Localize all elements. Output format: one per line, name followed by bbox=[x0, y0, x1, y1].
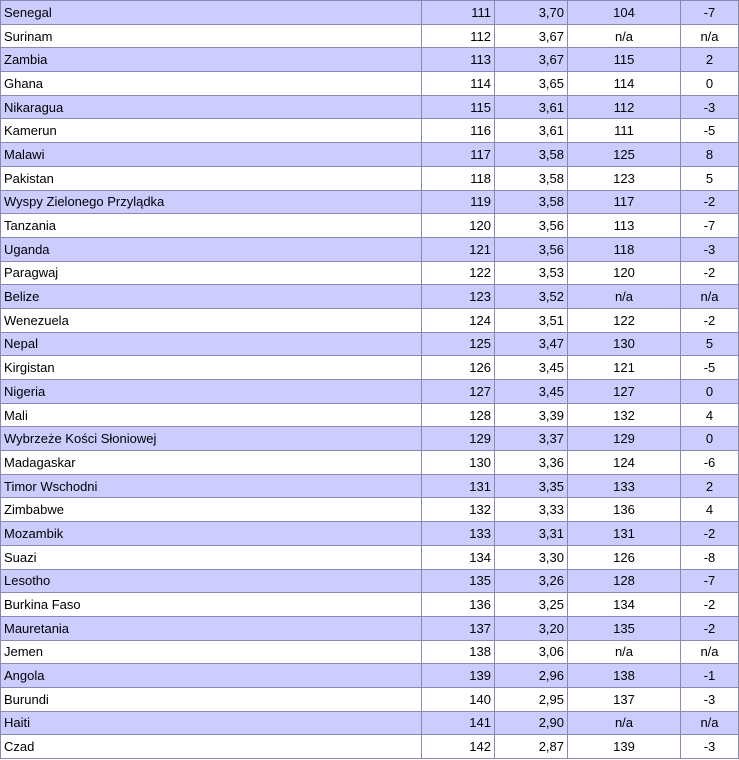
score-cell: 3,56 bbox=[495, 214, 568, 238]
previous-rank-cell: 104 bbox=[568, 1, 681, 25]
score-cell: 3,53 bbox=[495, 261, 568, 285]
previous-rank-cell: 113 bbox=[568, 214, 681, 238]
table-row bbox=[1, 451, 739, 475]
rank-change-cell: n/a bbox=[681, 24, 739, 48]
table-row bbox=[1, 143, 739, 167]
table-row bbox=[1, 308, 739, 332]
country-cell: Mauretania bbox=[1, 616, 422, 640]
score-cell: 3,35 bbox=[495, 474, 568, 498]
country-cell: Nepal bbox=[1, 332, 422, 356]
previous-rank-cell: 127 bbox=[568, 380, 681, 404]
previous-rank-cell: 122 bbox=[568, 308, 681, 332]
country-cell: Nigeria bbox=[1, 380, 422, 404]
previous-rank-cell: 136 bbox=[568, 498, 681, 522]
rank-cell: 111 bbox=[422, 1, 495, 25]
rank-cell: 131 bbox=[422, 474, 495, 498]
country-cell: Kirgistan bbox=[1, 356, 422, 380]
score-cell: 3,61 bbox=[495, 119, 568, 143]
rank-change-cell: 5 bbox=[681, 166, 739, 190]
rank-change-cell: -2 bbox=[681, 593, 739, 617]
previous-rank-cell: 137 bbox=[568, 687, 681, 711]
previous-rank-cell: n/a bbox=[568, 640, 681, 664]
score-cell: 3,67 bbox=[495, 48, 568, 72]
rank-cell: 114 bbox=[422, 72, 495, 96]
previous-rank-cell: 123 bbox=[568, 166, 681, 190]
table-row bbox=[1, 474, 739, 498]
previous-rank-cell: 134 bbox=[568, 593, 681, 617]
previous-rank-cell: 139 bbox=[568, 735, 681, 759]
previous-rank-cell: 130 bbox=[568, 332, 681, 356]
table-row bbox=[1, 640, 739, 664]
country-cell: Burundi bbox=[1, 687, 422, 711]
rank-cell: 124 bbox=[422, 308, 495, 332]
country-cell: Madagaskar bbox=[1, 451, 422, 475]
rank-cell: 137 bbox=[422, 616, 495, 640]
score-cell: 3,36 bbox=[495, 451, 568, 475]
score-cell: 3,45 bbox=[495, 356, 568, 380]
country-cell: Uganda bbox=[1, 237, 422, 261]
previous-rank-cell: 111 bbox=[568, 119, 681, 143]
rank-change-cell: -8 bbox=[681, 545, 739, 569]
table-row bbox=[1, 498, 739, 522]
score-cell: 3,26 bbox=[495, 569, 568, 593]
previous-rank-cell: 117 bbox=[568, 190, 681, 214]
country-cell: Czad bbox=[1, 735, 422, 759]
score-cell: 3,67 bbox=[495, 24, 568, 48]
table-row bbox=[1, 687, 739, 711]
previous-rank-cell: 112 bbox=[568, 95, 681, 119]
score-cell: 3,30 bbox=[495, 545, 568, 569]
rank-cell: 127 bbox=[422, 380, 495, 404]
country-cell: Malawi bbox=[1, 143, 422, 167]
country-cell: Belize bbox=[1, 285, 422, 309]
rank-change-cell: -5 bbox=[681, 119, 739, 143]
country-cell: Zambia bbox=[1, 48, 422, 72]
score-cell: 3,51 bbox=[495, 308, 568, 332]
rank-cell: 142 bbox=[422, 735, 495, 759]
previous-rank-cell: n/a bbox=[568, 711, 681, 735]
previous-rank-cell: 114 bbox=[568, 72, 681, 96]
table-row bbox=[1, 214, 739, 238]
score-cell: 3,61 bbox=[495, 95, 568, 119]
rank-change-cell: -7 bbox=[681, 1, 739, 25]
score-cell: 3,06 bbox=[495, 640, 568, 664]
rank-cell: 115 bbox=[422, 95, 495, 119]
table-row bbox=[1, 261, 739, 285]
score-cell: 3,56 bbox=[495, 237, 568, 261]
score-cell: 3,47 bbox=[495, 332, 568, 356]
country-cell: Pakistan bbox=[1, 166, 422, 190]
previous-rank-cell: 125 bbox=[568, 143, 681, 167]
rank-cell: 129 bbox=[422, 427, 495, 451]
rank-cell: 139 bbox=[422, 664, 495, 688]
rank-cell: 121 bbox=[422, 237, 495, 261]
table-row bbox=[1, 616, 739, 640]
score-cell: 3,52 bbox=[495, 285, 568, 309]
rank-cell: 113 bbox=[422, 48, 495, 72]
country-cell: Nikaragua bbox=[1, 95, 422, 119]
country-cell: Kamerun bbox=[1, 119, 422, 143]
table-row bbox=[1, 569, 739, 593]
score-cell: 3,65 bbox=[495, 72, 568, 96]
rank-change-cell: 5 bbox=[681, 332, 739, 356]
previous-rank-cell: 131 bbox=[568, 522, 681, 546]
rank-change-cell: 4 bbox=[681, 403, 739, 427]
rank-cell: 123 bbox=[422, 285, 495, 309]
rank-cell: 132 bbox=[422, 498, 495, 522]
previous-rank-cell: 132 bbox=[568, 403, 681, 427]
rank-change-cell: -1 bbox=[681, 664, 739, 688]
rank-cell: 119 bbox=[422, 190, 495, 214]
rank-change-cell: n/a bbox=[681, 285, 739, 309]
country-cell: Lesotho bbox=[1, 569, 422, 593]
rank-cell: 126 bbox=[422, 356, 495, 380]
score-cell: 3,25 bbox=[495, 593, 568, 617]
rank-change-cell: -7 bbox=[681, 214, 739, 238]
table-row bbox=[1, 664, 739, 688]
score-cell: 3,70 bbox=[495, 1, 568, 25]
country-cell: Suazi bbox=[1, 545, 422, 569]
table-row bbox=[1, 119, 739, 143]
previous-rank-cell: 135 bbox=[568, 616, 681, 640]
country-cell: Senegal bbox=[1, 1, 422, 25]
country-cell: Haiti bbox=[1, 711, 422, 735]
rank-cell: 122 bbox=[422, 261, 495, 285]
rank-change-cell: n/a bbox=[681, 711, 739, 735]
table-row bbox=[1, 72, 739, 96]
previous-rank-cell: 115 bbox=[568, 48, 681, 72]
table-row bbox=[1, 545, 739, 569]
score-cell: 2,96 bbox=[495, 664, 568, 688]
rank-cell: 130 bbox=[422, 451, 495, 475]
rank-cell: 128 bbox=[422, 403, 495, 427]
score-cell: 2,87 bbox=[495, 735, 568, 759]
country-cell: Jemen bbox=[1, 640, 422, 664]
rank-cell: 135 bbox=[422, 569, 495, 593]
rank-change-cell: n/a bbox=[681, 640, 739, 664]
rank-change-cell: 8 bbox=[681, 143, 739, 167]
rank-cell: 133 bbox=[422, 522, 495, 546]
previous-rank-cell: 118 bbox=[568, 237, 681, 261]
previous-rank-cell: n/a bbox=[568, 24, 681, 48]
ranking-table-body bbox=[1, 1, 739, 759]
rank-cell: 117 bbox=[422, 143, 495, 167]
table-row bbox=[1, 285, 739, 309]
rank-change-cell: -2 bbox=[681, 308, 739, 332]
table-row bbox=[1, 403, 739, 427]
previous-rank-cell: n/a bbox=[568, 285, 681, 309]
rank-change-cell: 2 bbox=[681, 474, 739, 498]
score-cell: 3,20 bbox=[495, 616, 568, 640]
rank-cell: 134 bbox=[422, 545, 495, 569]
table-row bbox=[1, 190, 739, 214]
previous-rank-cell: 128 bbox=[568, 569, 681, 593]
previous-rank-cell: 133 bbox=[568, 474, 681, 498]
rank-cell: 141 bbox=[422, 711, 495, 735]
score-cell: 3,58 bbox=[495, 143, 568, 167]
score-cell: 3,37 bbox=[495, 427, 568, 451]
rank-change-cell: 0 bbox=[681, 427, 739, 451]
previous-rank-cell: 124 bbox=[568, 451, 681, 475]
rank-change-cell: -3 bbox=[681, 687, 739, 711]
country-cell: Burkina Faso bbox=[1, 593, 422, 617]
table-row bbox=[1, 427, 739, 451]
previous-rank-cell: 129 bbox=[568, 427, 681, 451]
rank-cell: 112 bbox=[422, 24, 495, 48]
score-cell: 3,39 bbox=[495, 403, 568, 427]
rank-cell: 120 bbox=[422, 214, 495, 238]
table-row bbox=[1, 522, 739, 546]
table-row bbox=[1, 380, 739, 404]
rank-change-cell: -7 bbox=[681, 569, 739, 593]
country-cell: Mali bbox=[1, 403, 422, 427]
table-row bbox=[1, 95, 739, 119]
table-row bbox=[1, 593, 739, 617]
country-cell: Surinam bbox=[1, 24, 422, 48]
country-cell: Timor Wschodni bbox=[1, 474, 422, 498]
rank-change-cell: -5 bbox=[681, 356, 739, 380]
country-cell: Paragwaj bbox=[1, 261, 422, 285]
score-cell: 2,95 bbox=[495, 687, 568, 711]
country-cell: Wybrzeże Kości Słoniowej bbox=[1, 427, 422, 451]
rank-change-cell: 2 bbox=[681, 48, 739, 72]
table-row bbox=[1, 1, 739, 25]
previous-rank-cell: 138 bbox=[568, 664, 681, 688]
previous-rank-cell: 121 bbox=[568, 356, 681, 380]
rank-cell: 118 bbox=[422, 166, 495, 190]
country-cell: Wenezuela bbox=[1, 308, 422, 332]
table-row bbox=[1, 166, 739, 190]
rank-change-cell: 0 bbox=[681, 380, 739, 404]
table-row bbox=[1, 24, 739, 48]
table-row bbox=[1, 356, 739, 380]
table-row bbox=[1, 332, 739, 356]
rank-change-cell: -2 bbox=[681, 522, 739, 546]
rank-change-cell: -2 bbox=[681, 190, 739, 214]
country-cell: Ghana bbox=[1, 72, 422, 96]
table-row bbox=[1, 237, 739, 261]
rank-cell: 136 bbox=[422, 593, 495, 617]
rank-cell: 125 bbox=[422, 332, 495, 356]
previous-rank-cell: 120 bbox=[568, 261, 681, 285]
table-row bbox=[1, 735, 739, 759]
country-cell: Tanzania bbox=[1, 214, 422, 238]
rank-cell: 116 bbox=[422, 119, 495, 143]
previous-rank-cell: 126 bbox=[568, 545, 681, 569]
rank-change-cell: -3 bbox=[681, 95, 739, 119]
rank-change-cell: -2 bbox=[681, 261, 739, 285]
rank-change-cell: -6 bbox=[681, 451, 739, 475]
rank-change-cell: -2 bbox=[681, 616, 739, 640]
rank-change-cell: 4 bbox=[681, 498, 739, 522]
score-cell: 3,58 bbox=[495, 190, 568, 214]
rank-change-cell: -3 bbox=[681, 237, 739, 261]
country-cell: Mozambik bbox=[1, 522, 422, 546]
score-cell: 3,45 bbox=[495, 380, 568, 404]
rank-cell: 138 bbox=[422, 640, 495, 664]
country-cell: Wyspy Zielonego Przylądka bbox=[1, 190, 422, 214]
country-cell: Angola bbox=[1, 664, 422, 688]
rank-change-cell: 0 bbox=[681, 72, 739, 96]
score-cell: 3,58 bbox=[495, 166, 568, 190]
table-row bbox=[1, 711, 739, 735]
score-cell: 3,33 bbox=[495, 498, 568, 522]
rank-change-cell: -3 bbox=[681, 735, 739, 759]
rank-cell: 140 bbox=[422, 687, 495, 711]
score-cell: 3,31 bbox=[495, 522, 568, 546]
country-cell: Zimbabwe bbox=[1, 498, 422, 522]
table-row bbox=[1, 48, 739, 72]
score-cell: 2,90 bbox=[495, 711, 568, 735]
